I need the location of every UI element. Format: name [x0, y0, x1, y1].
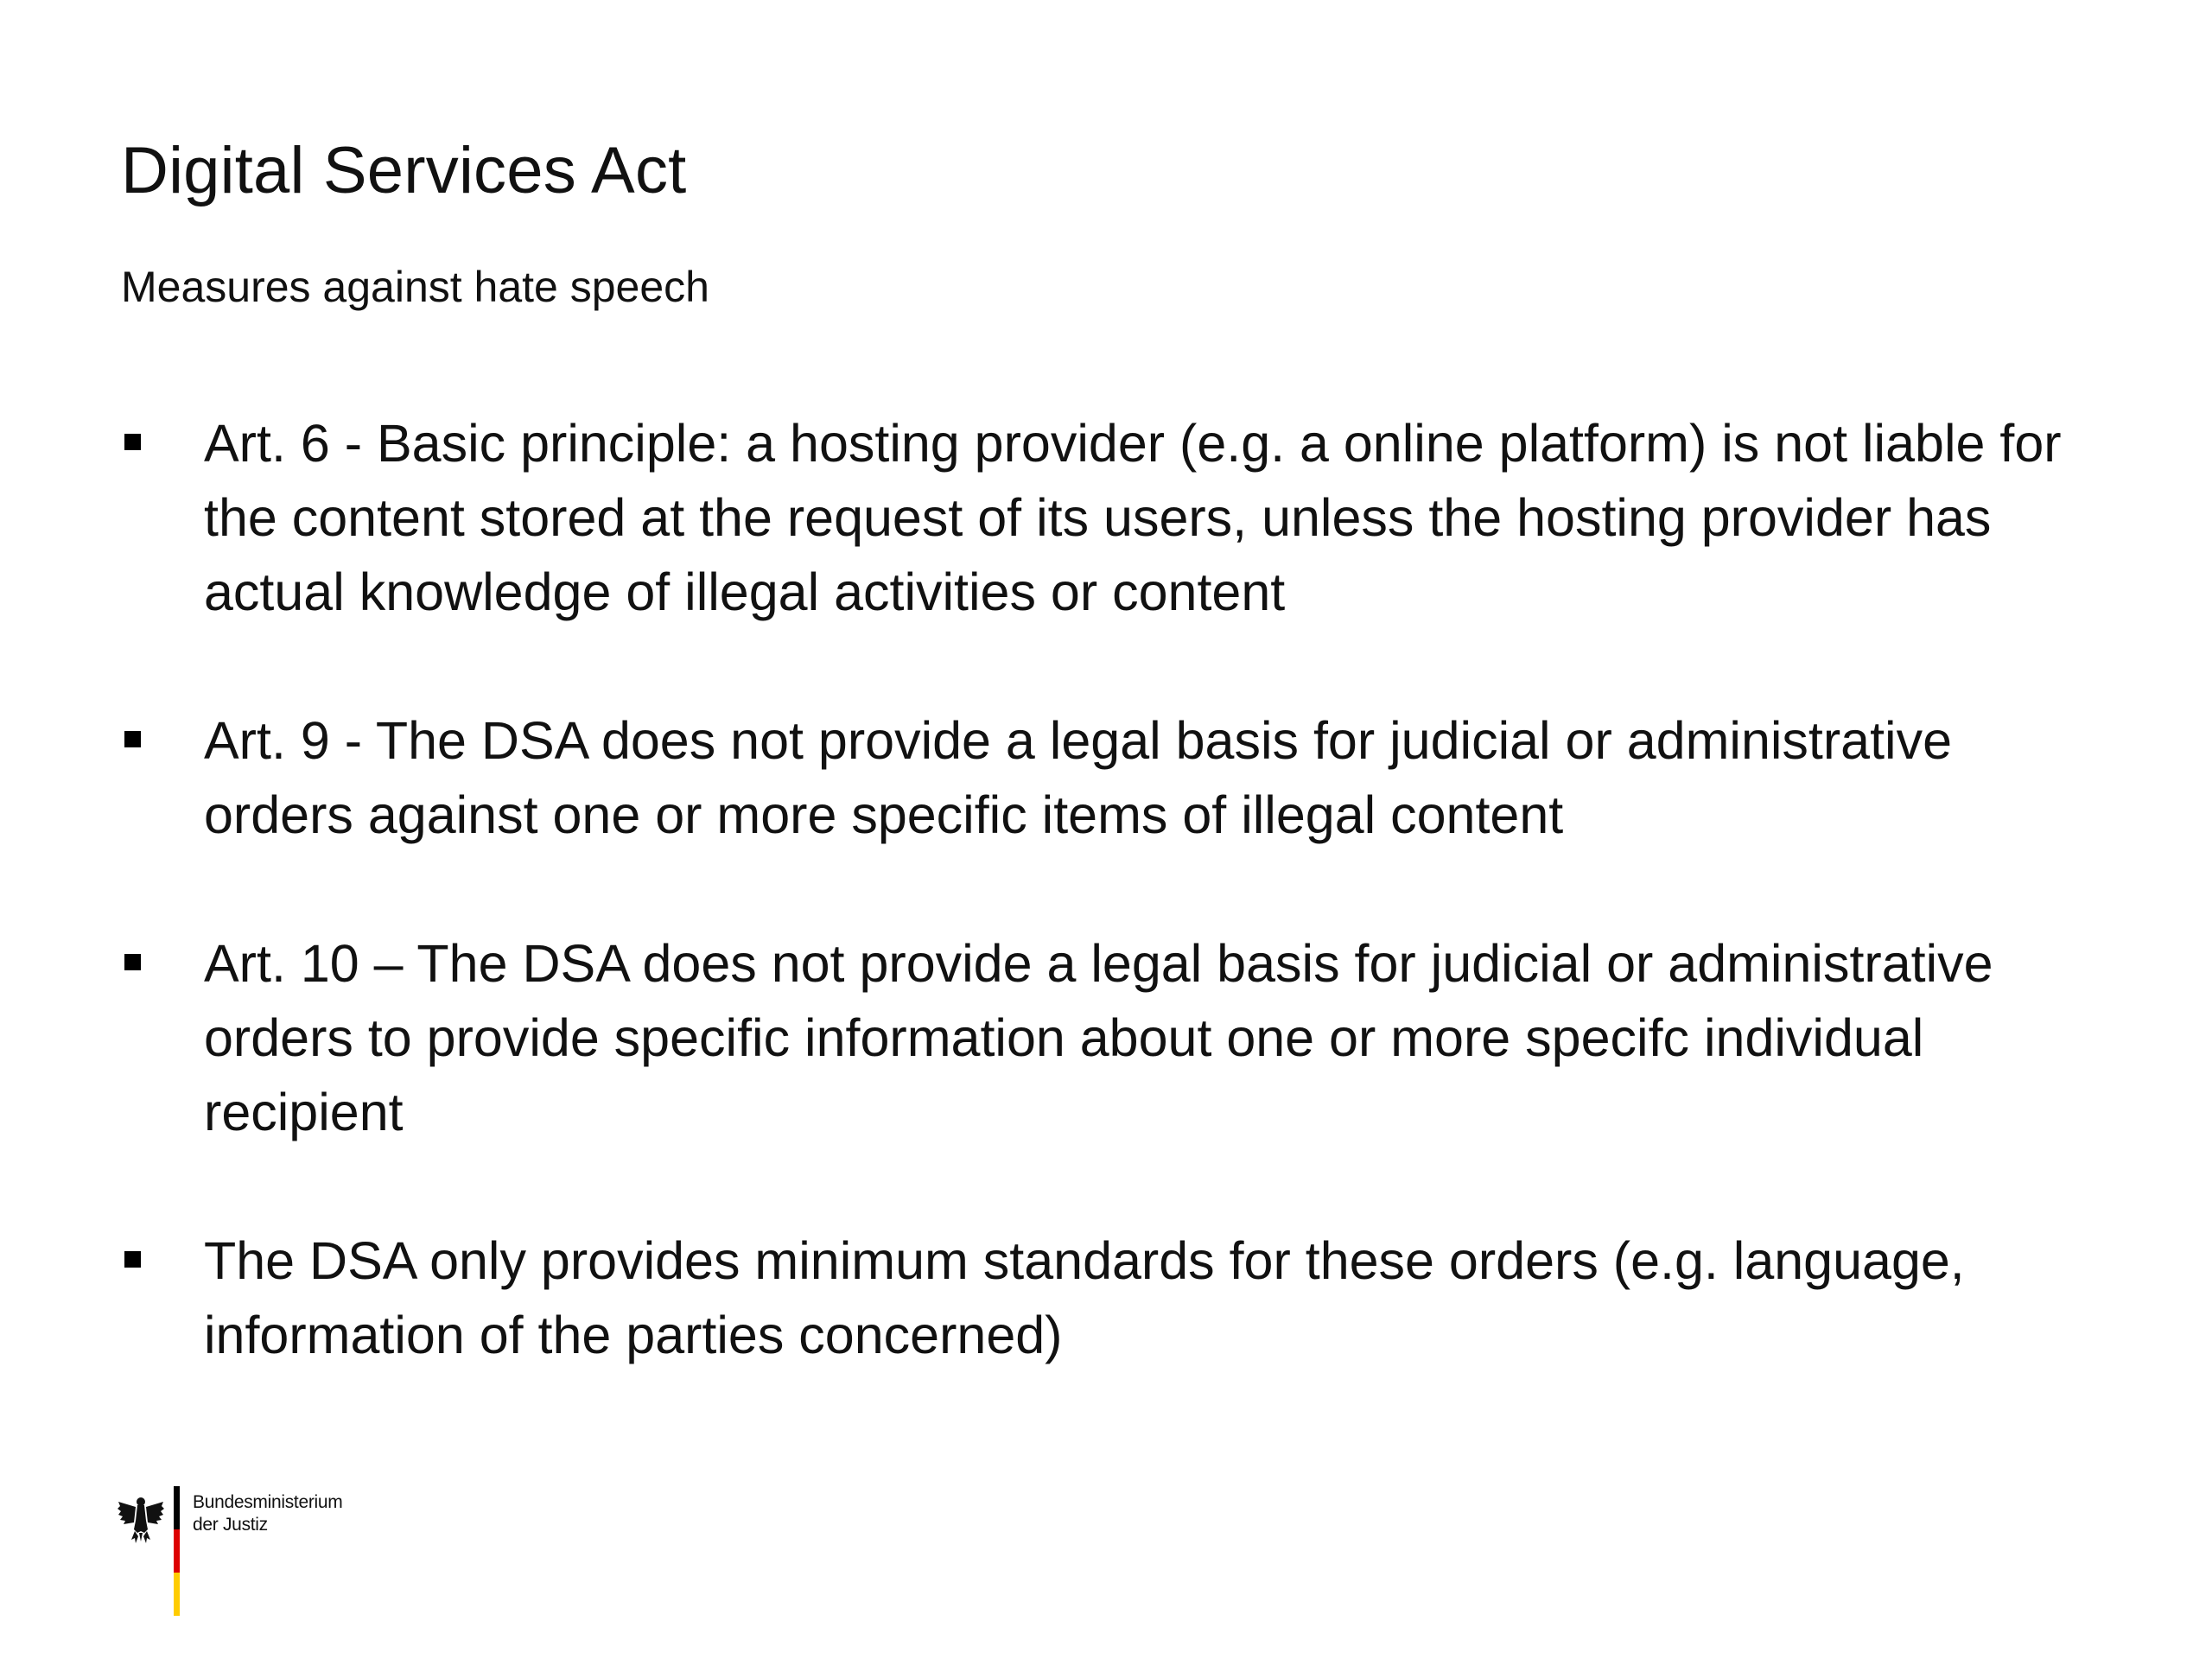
bullet-list — [121, 406, 2108, 1446]
flag-stripe-gold — [174, 1573, 180, 1616]
ministry-name-line2: der Justiz — [193, 1515, 268, 1535]
slide-title: Digital Services Act — [121, 134, 687, 207]
bullet-item — [121, 703, 2108, 852]
ministry-logo — [117, 1486, 376, 1616]
square-bullet-icon — [124, 1251, 141, 1268]
flag-stripe-red — [174, 1529, 180, 1573]
square-bullet-icon — [124, 954, 141, 970]
square-bullet-icon — [124, 731, 141, 747]
ministry-name-line1: Bundesministerium — [193, 1492, 343, 1512]
german-flag-bar — [174, 1486, 180, 1616]
bullet-item — [121, 406, 2108, 629]
bullet-text: Art. 10 – The DSA does not provide a legal basis for judicial or administrative orders to provide specific information about one or more specifc individual recipient — [204, 934, 1993, 1141]
bullet-item — [121, 1224, 2108, 1372]
flag-stripe-black — [174, 1486, 180, 1529]
bullet-text: The DSA only provides minimum standards for these orders (e.g. language, information of the parties concerned) — [204, 1231, 1965, 1364]
bullet-item — [121, 926, 2108, 1149]
ministry-name — [193, 1491, 342, 1536]
bullet-text: Art. 9 - The DSA does not provide a legal basis for judicial or administrative orders against one or more specific items of illegal content — [204, 711, 1953, 844]
bullet-text: Art. 6 - Basic principle: a hosting provider (e.g. a online platform) is not liable for the content stored at the request of its users, unless the hosting provider has actual knowledge of illegal activities or content — [204, 414, 2062, 621]
slide-subtitle: Measures against hate speech — [121, 263, 709, 311]
federal-eagle-icon — [117, 1495, 165, 1545]
square-bullet-icon — [124, 434, 141, 450]
